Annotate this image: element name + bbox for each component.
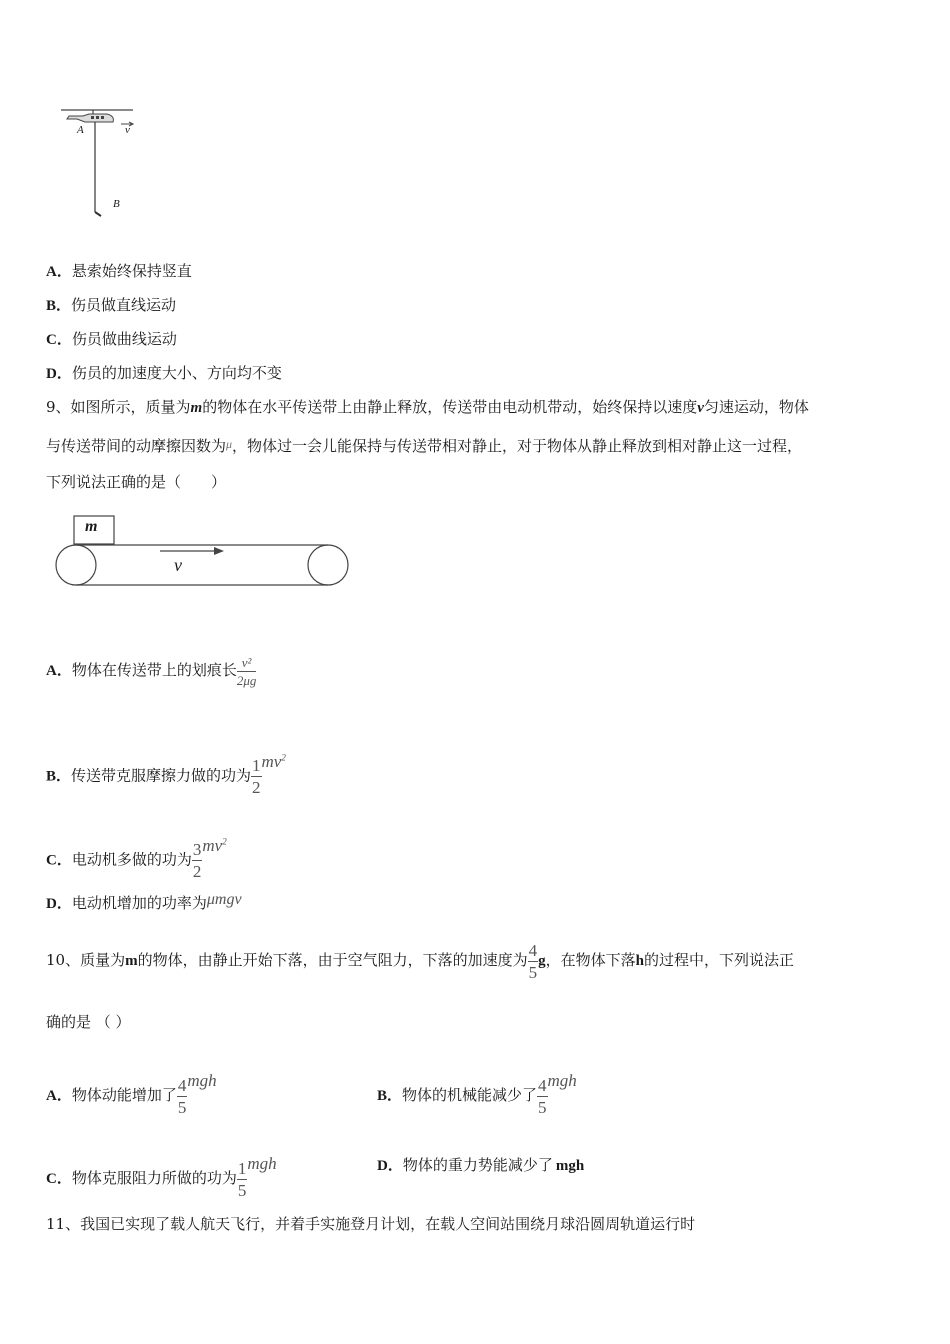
helicopter-figure [55,100,155,220]
q9-stem-line2: 与传送带间的动摩擦因数为$^\mu$，物体过一会儿能保持与传送带相对静止，对于物体从静止释放到相对静止这一过程， [46,437,803,455]
q10-option-a: A．物体动能增加了 $\frac{4}{5}$ mgh [46,1071,217,1117]
label-v: v [125,124,130,136]
q10-stem-line1: 10、质量为m的物体，由静止开始下落，由于空气阻力，下落的加速度为 $\frac{4}{5}$ g，在物体下落h的过程中，下列说法正 [46,940,794,982]
fraction: $\frac{4}{5}$ [528,940,538,982]
label-b: B [113,198,120,210]
q8-option-b: B．伤员做直线运动 [46,296,177,314]
fraction: $\frac{4}{5}$ [538,1075,547,1117]
block-m-label: m [85,518,98,535]
q10-stem-line2: 确的是 （ ） [46,1013,131,1031]
q10-option-d: D．物体的重力势能减少了 mgh [377,1156,585,1174]
belt-v-label: v [174,555,182,575]
label-a: A [77,124,84,136]
fraction: $\frac{1}{2}$ [252,756,261,798]
q9-option-c: C．电动机多做的功为 $\frac{3}{2}$ $mv^2$ [46,835,227,882]
q11-stem: 11、我国已实现了载人航天飞行，并着手实施登月计划，在载人空间站围绕月球沿圆周轨道运行时 [46,1215,696,1233]
q10-option-b: B．物体的机械能减少了 $\frac{4}{5}$ mgh [377,1071,577,1117]
q8-option-d: D．伤员的加速度大小、方向均不变 [46,364,282,382]
fraction: $\frac{3}{2}$ [192,840,202,882]
helicopter-drawing [55,100,155,220]
q9-stem-line3: 下列说法正确的是（ ） [46,473,227,491]
q8-option-a: A．悬索始终保持竖直 [46,262,192,280]
q9-option-d: D．电动机增加的功率为μmgv [46,891,242,912]
q10-option-c: C．物体克服阻力所做的功为 $\frac{1}{5}$ mgh [46,1154,277,1200]
conveyor-figure [52,515,352,590]
q8-option-c: C．伤员做曲线运动 [46,330,177,348]
q9-stem-line1: 9、如图所示，质量为m的物体在水平传送带上由静止释放，传送带由电动机带动，始终保持以速度v匀速运动，物体 [46,398,809,416]
fraction: $\frac{\text{v²}}{2\mu g}$ [236,654,257,688]
fraction: $\frac{4}{5}$ [177,1075,187,1117]
q9-option-a: A．物体在传送带上的划痕长 $\frac{\text{v²}}{2\mu g}$ [46,654,257,688]
fraction: $\frac{1}{5}$ [237,1158,247,1200]
q9-option-b: B．传送带克服摩擦力做的功为 $\frac{1}{2}$ $mv^2$ [46,751,286,798]
